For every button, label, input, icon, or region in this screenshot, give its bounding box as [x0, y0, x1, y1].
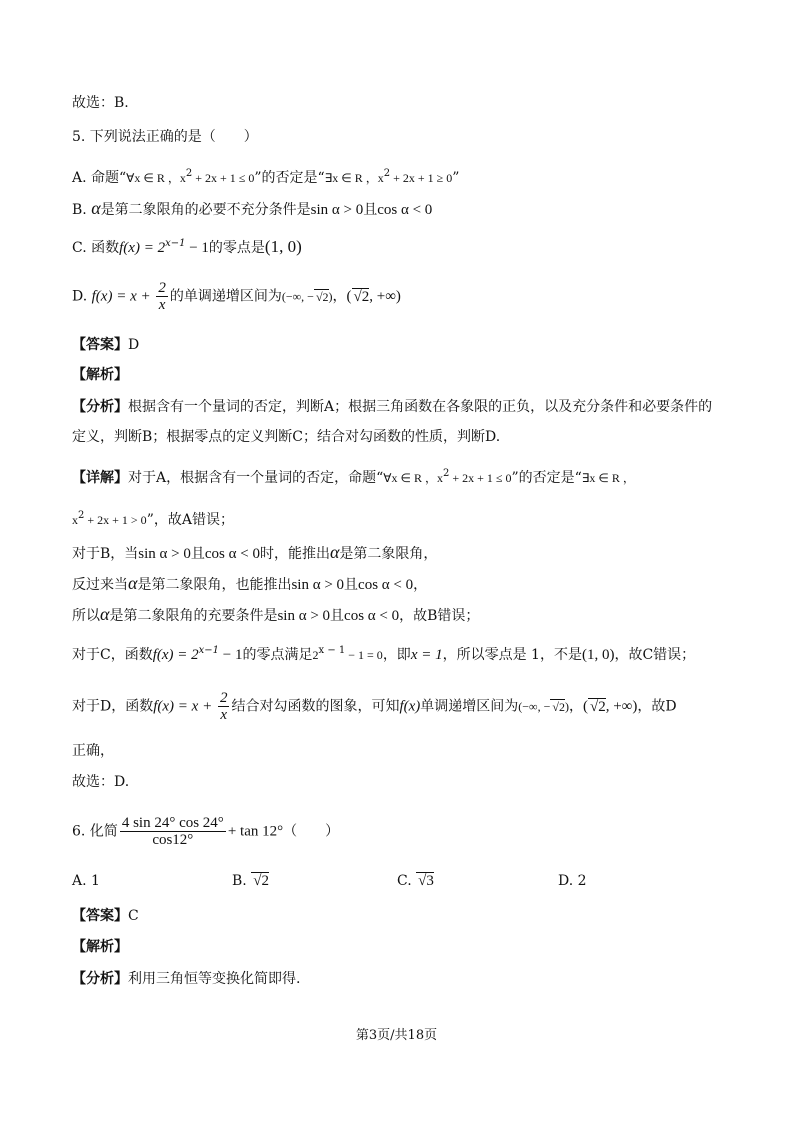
q6-analysis-label: 【解析】: [72, 939, 128, 955]
q5-detail-line8: 正确，: [72, 743, 114, 759]
fraction: $\frac{2}{x}$: [219, 690, 228, 723]
q5-option-d: D. f(x) = x + $\frac{2}{x}$ 的单调递增区间为(−∞, − √2)，( √2, +∞): [72, 280, 401, 313]
prev-answer: 故选：B.: [72, 95, 129, 111]
q6-option-d: D. 2: [558, 873, 587, 889]
sqrt-symbol: √2: [589, 698, 606, 715]
fraction: $\frac{4 \sin 24^\circ \cos 24^\circ}{\cos 12^\circ}$: [121, 815, 224, 848]
q6-option-a: A. 1: [72, 873, 100, 889]
q5-fenxi-line1: 【分析】根据含有一个量词的否定，判断A；根据三角函数在各象限的正负，以及充分条件和必要条件的: [72, 399, 713, 415]
q6-fenxi: 【分析】利用三角恒等变换化简即得.: [72, 971, 301, 987]
page-footer: 第3页/共18页: [355, 1028, 438, 1043]
q6-options: [72, 870, 732, 892]
q6-stem: 6. 化简 $\frac{4 \sin 24^\circ \cos 24^\circ}{\cos 12^\circ}$ + tan 12°（ ）: [72, 815, 340, 848]
q5-detail-line1: 【详解】对于A，根据含有一个量词的否定，命题“∀x ∈ R ，$x^2 + 2x + 1 \le 0$”的否定是“∃x ∈ R ，: [72, 468, 635, 486]
q5-option-c: C. 函数$f(x) = 2^{x-1} - 1$的零点是(1, 0): [72, 237, 302, 256]
fraction: $\frac{2}{x}$: [158, 280, 166, 313]
q5-option-b: B. α是第二象限角的必要不充分条件是sin α > 0且cos α < 0: [72, 198, 433, 218]
sqrt-symbol: √2: [253, 873, 269, 889]
q5-option-a: A. 命题“∀x ∈ R ，$x^2 + 2x + 1 \le 0$”的否定是“∃x ∈ R ，$x^2 + 2x + 1 \ge 0$”: [72, 168, 460, 186]
q5-analysis-label: 【解析】: [72, 367, 128, 383]
q5-detail-line3: 对于B，当sin α > 0且cos α < 0时，能推出α是第二象限角，: [72, 542, 438, 562]
sqrt-symbol: √2: [353, 288, 370, 305]
sqrt-symbol: √2: [552, 699, 565, 714]
q6-option-c: C. √3: [397, 873, 434, 889]
q5-fenxi-line2: 定义，判断B；根据零点的定义判断C；结合对勾函数的性质，判断D.: [72, 429, 501, 445]
q5-detail-line6: 对于C，函数$f(x) = 2^{x-1} - 1$的零点满足$2^{x - 1} - 1 = 0$，即x = 1，所以零点是 1，不是(1, 0)，故C错误；: [72, 645, 696, 663]
q5-detail-line5: 所以α是第二象限角的充要条件是sin α > 0且cos α < 0，故B错误；: [72, 604, 480, 624]
sqrt-symbol: √3: [418, 873, 434, 889]
q5-detail-line2: $x^2 + 2x + 1 > 0$”，故A错误；: [72, 510, 234, 528]
q6-answer: 【答案】C: [72, 908, 139, 924]
q5-conclusion: 故选：D.: [72, 774, 130, 790]
q6-option-b: B. √2: [232, 873, 269, 889]
sqrt-symbol: √2: [315, 289, 329, 304]
q5-stem: 5. 下列说法正确的是（ ）: [72, 129, 258, 145]
q5-detail-line4: 反过来当α是第二象限角，也能推出sin α > 0且cos α < 0，: [72, 573, 428, 593]
q5-detail-line7: 对于D，函数f(x) = x + $\frac{2}{x}$ 结合对勾函数的图象，可知f(x)单调递增区间为(−∞, − √2)，( √2, +∞)，故D: [72, 690, 677, 723]
q5-answer: 【答案】D: [72, 337, 140, 353]
